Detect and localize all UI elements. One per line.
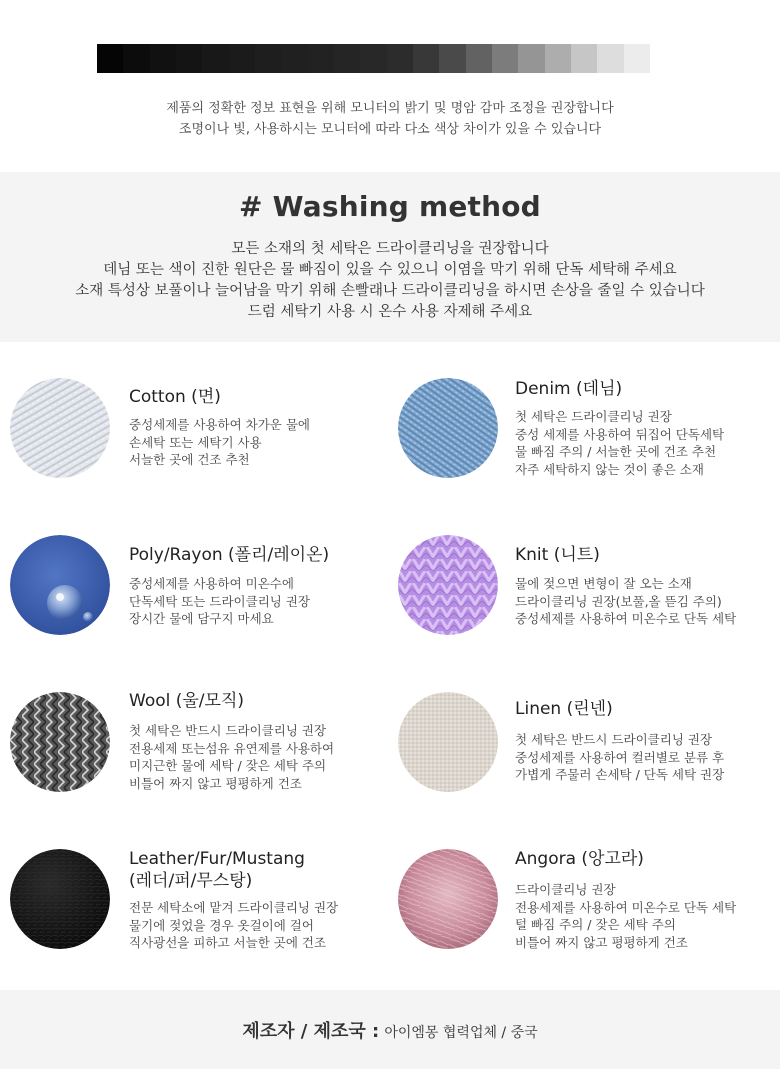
knit-swatch-icon bbox=[398, 535, 498, 635]
care-line: 서늘한 곳에 건조 추천 bbox=[129, 452, 250, 467]
poly-rayon-swatch-icon bbox=[10, 535, 110, 635]
washing-line: 데님 또는 색이 진한 원단은 물 빠짐이 있을 수 있으니 이염을 막기 위해 단독 세탁해 주세요 bbox=[103, 262, 677, 278]
care-line: 물에 젖으면 변형이 잘 오는 소재 bbox=[515, 576, 692, 591]
fabric-care bbox=[515, 408, 724, 478]
leather-swatch-icon bbox=[10, 849, 110, 949]
gray-step bbox=[255, 44, 281, 73]
gray-step bbox=[413, 44, 439, 73]
care-line: 장시간 물에 담구지 마세요 bbox=[129, 611, 274, 626]
manufacturer-info bbox=[0, 1017, 780, 1043]
fabric-care bbox=[129, 722, 334, 792]
washing-method-section bbox=[0, 172, 780, 342]
gray-step bbox=[571, 44, 597, 73]
care-line: 전문 세탁소에 맡겨 드라이클리닝 권장 bbox=[129, 900, 339, 915]
gray-step bbox=[229, 44, 255, 73]
care-line: 드라이클리닝 권장(보풀,올 뜯김 주의) bbox=[515, 593, 722, 609]
care-line: 첫 세탁은 반드시 드라이클리닝 권장 bbox=[515, 732, 713, 747]
washing-line: 모든 소재의 첫 세탁은 드라이클리닝을 권장합니다 bbox=[231, 241, 549, 257]
care-line: 물기에 젖었을 경우 옷걸이에 걸어 bbox=[129, 917, 314, 933]
gray-step bbox=[202, 44, 228, 73]
fabric-name-line: Leather/Fur/Mustang bbox=[129, 849, 305, 869]
grayscale-calibration-strip bbox=[97, 44, 650, 73]
care-line: 비틀어 짜지 않고 평평하게 건조 bbox=[129, 775, 302, 791]
manufacturer-footer bbox=[0, 990, 780, 1069]
gray-step bbox=[176, 44, 202, 73]
washing-method-description bbox=[0, 239, 780, 323]
fabric-care bbox=[515, 575, 736, 628]
fabric-care bbox=[129, 899, 338, 952]
gray-step bbox=[466, 44, 492, 73]
care-line: 전용세제를 사용하여 미온수로 단독 세탁 bbox=[515, 899, 737, 915]
fabric-name: Denim (데님) bbox=[515, 379, 623, 399]
gray-step bbox=[150, 44, 176, 73]
gray-step bbox=[360, 44, 386, 73]
fabric-name: Linen (린넨) bbox=[515, 699, 613, 719]
fabric-care bbox=[515, 731, 724, 784]
care-line: 중성세제를 사용하여 미온수에 bbox=[129, 576, 294, 591]
care-line: 단독세탁 또는 드라이클리닝 권장 bbox=[129, 593, 310, 609]
gray-step bbox=[334, 44, 360, 73]
washing-line: 드럼 세탁기 사용 시 온수 사용 자제해 주세요 bbox=[247, 304, 533, 320]
washing-method-title: # Washing method bbox=[239, 190, 541, 223]
fabric-care bbox=[515, 881, 736, 951]
fabric-name-line: (레더/퍼/무스탕) bbox=[129, 871, 253, 891]
wool-swatch-icon bbox=[10, 692, 110, 792]
gray-step bbox=[492, 44, 518, 73]
care-line: 드라이클리닝 권장 bbox=[515, 882, 616, 897]
care-line: 첫 세탁은 반드시 드라이클리닝 권장 bbox=[129, 723, 327, 738]
gray-step bbox=[97, 44, 123, 73]
washing-line: 소재 특성상 보풀이나 늘어남을 막기 위해 손빨래나 드라이클리닝을 하시면 손상을 줄일 수 있습니다 bbox=[75, 283, 705, 299]
fabric-name: Poly/Rayon (폴리/레이온) bbox=[129, 545, 330, 565]
care-line: 물 빠짐 주의 / 서늘한 곳에 건조 추천 bbox=[515, 444, 717, 459]
gray-step bbox=[518, 44, 544, 73]
gray-step bbox=[545, 44, 571, 73]
care-line: 전용세제 또는섬유 유연제를 사용하여 bbox=[129, 740, 335, 756]
manufacturer-label: 제조자 / 제조국 : bbox=[242, 1021, 380, 1042]
fabric-name: Cotton (면) bbox=[129, 387, 221, 407]
fabric-name: Angora (앙고라) bbox=[515, 849, 644, 869]
monitor-notice bbox=[0, 98, 780, 140]
care-line: 중성세제를 사용하여 미온수로 단독 세탁 bbox=[515, 611, 737, 626]
gray-step bbox=[439, 44, 465, 73]
manufacturer-value: 아이엠몽 협력업체 / 중국 bbox=[384, 1025, 538, 1041]
angora-swatch-icon bbox=[398, 849, 498, 949]
gray-step bbox=[281, 44, 307, 73]
care-line: 미지근한 물에 세탁 / 잦은 세탁 주의 bbox=[129, 758, 327, 773]
gray-step bbox=[624, 44, 650, 73]
fabric-name: Wool (울/모직) bbox=[129, 691, 244, 711]
gray-step bbox=[387, 44, 413, 73]
care-line: 자주 세탁하지 않는 것이 좋은 소재 bbox=[515, 461, 704, 477]
care-line: 중성 세제를 사용하여 뒤집어 단독세탁 bbox=[515, 426, 725, 442]
care-line: 중성세제를 사용하여 차가운 물에 bbox=[129, 417, 310, 432]
care-line: 첫 세탁은 드라이클리닝 권장 bbox=[515, 409, 672, 424]
fabric-care bbox=[129, 575, 310, 628]
care-line: 가볍게 주물러 손세탁 / 단독 세탁 권장 bbox=[515, 767, 725, 782]
care-line: 손세탁 또는 세탁기 사용 bbox=[129, 434, 262, 450]
gray-step bbox=[597, 44, 623, 73]
care-line: 중성세제를 사용하여 컬러별로 분류 후 bbox=[515, 749, 725, 765]
gray-step bbox=[123, 44, 149, 73]
care-line: 털 빠짐 주의 / 잦은 세탁 주의 bbox=[515, 917, 676, 932]
cotton-swatch-icon bbox=[10, 378, 110, 478]
care-line: 비틀어 짜지 않고 평평하게 건조 bbox=[515, 934, 688, 950]
fabric-care bbox=[129, 416, 310, 469]
care-line: 직사광선을 피하고 서늘한 곳에 건조 bbox=[129, 935, 327, 950]
linen-swatch-icon bbox=[398, 692, 498, 792]
denim-swatch-icon bbox=[398, 378, 498, 478]
fabric-name: Knit (니트) bbox=[515, 545, 600, 565]
fabric-name bbox=[129, 848, 305, 892]
notice-line: 제품의 정확한 정보 표현을 위해 모니터의 밝기 및 명암 감마 조정을 권장합니다 bbox=[166, 101, 614, 116]
notice-line: 조명이나 빛, 사용하시는 모니터에 따라 다소 색상 차이가 있을 수 있습니다 bbox=[178, 122, 602, 137]
gray-step bbox=[308, 44, 334, 73]
